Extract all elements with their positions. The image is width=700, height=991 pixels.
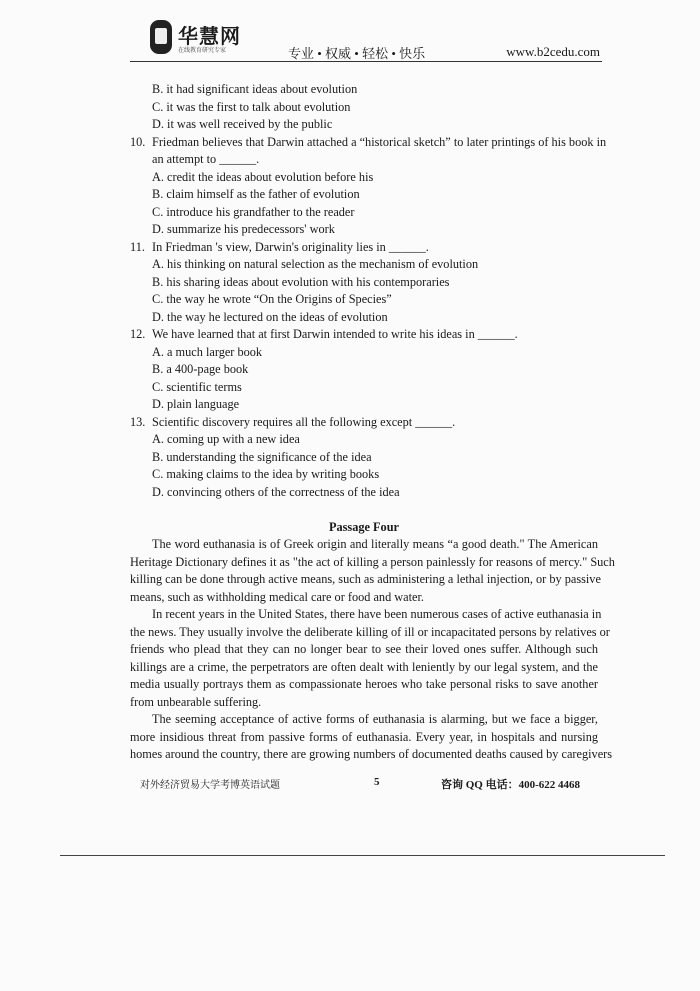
footer-contact: 咨询 QQ 电话：400-622 4468 (440, 779, 580, 791)
page-header (140, 18, 600, 60)
logo-text: 华慧网 (178, 24, 241, 48)
passage-title: Passage Four (328, 519, 400, 534)
answer-option: A. coming up with a new idea (152, 432, 300, 446)
paragraph-line: Heritage Dictionary defines it as "the act of killing a person painlessly for reasons of mercy." Such (130, 554, 615, 569)
question-stem (130, 239, 598, 257)
question-text-continued: an attempt to ______. (152, 152, 260, 166)
answer-option: B. it had significant ideas about evolution (152, 82, 358, 96)
paragraph-line: friends who plead that they can no longer bear to see their loved ones suffer. Although such (130, 642, 598, 656)
passage-text (130, 536, 615, 764)
question-text: Scientific discovery requires all the following except ______. (152, 414, 456, 429)
paragraph-line: In recent years in the United States, there have been numerous cases of active euthanasia in (152, 607, 602, 621)
header-divider (130, 61, 602, 62)
question-number: 11. (130, 239, 145, 254)
question-text: Friedman believes that Darwin attached a “historical sketch” to later printings of his book in (152, 134, 607, 149)
paragraph-line: killings are a crime, the perpetrators are often dealt with leniently by our legal system, and the (130, 659, 598, 674)
paragraph (130, 711, 613, 764)
paragraph-line: media usually portrays them as compassionate heroes who take personal risks to save another (130, 677, 598, 691)
paragraph-line: the news. They usually involve the deliberate killing of ill or incapacitated persons by relatives or (130, 624, 610, 639)
header-slogan: 专业 • 权威 • 轻松 • 快乐 (288, 46, 426, 61)
answer-option: C. making claims to the idea by writing books (152, 467, 380, 481)
logo-icon (150, 20, 172, 54)
question-stem (130, 134, 607, 152)
answer-option: D. summarize his predecessors' work (152, 222, 335, 236)
answer-option: C. the way he wrote “On the Origins of Species” (152, 292, 392, 306)
header-url: www.b2cedu.com (506, 44, 600, 59)
bottom-divider (60, 855, 665, 856)
paragraph-line: killing can be done through active means, such as administering a lethal injection, or by passive (130, 572, 601, 586)
answer-option: B. understanding the significance of the idea (152, 449, 372, 464)
logo-subtitle: 在线教育研究专家 (178, 47, 227, 54)
question-text: In Friedman 's view, Darwin's originality lies in ______. (152, 239, 429, 254)
question-number: 13. (130, 414, 146, 429)
paragraph (130, 606, 610, 711)
answer-option: D. plain language (152, 397, 240, 411)
paragraph-line: The word euthanasia is of Greek origin and literally means “a good death." The American (152, 537, 598, 551)
answer-option: B. claim himself as the father of evolution (152, 187, 360, 201)
answer-option: B. a 400-page book (152, 362, 249, 376)
question-text: We have learned that at first Darwin intended to write his ideas in ______. (152, 327, 518, 341)
question-number: 10. (130, 134, 146, 149)
answer-option: A. credit the ideas about evolution before his (152, 169, 374, 184)
paragraph-line: more insidious threat from passive forms of euthanasia. Every year, in hospitals and nursing (130, 729, 598, 744)
answer-option: B. his sharing ideas about evolution with his contemporaries (152, 274, 450, 289)
answer-option: C. introduce his grandfather to the reader (152, 204, 355, 219)
document-body (130, 81, 615, 764)
paragraph-line: The seeming acceptance of active forms of euthanasia is alarming, but we face a bigger, (152, 712, 598, 726)
paragraph-line: from unbearable suffering. (130, 694, 262, 709)
answer-option: A. his thinking on natural selection as the mechanism of evolution (152, 257, 479, 271)
question-stem (130, 414, 598, 432)
question-stem (130, 326, 598, 344)
answer-option: D. it was well received by the public (152, 117, 333, 131)
footer-exam-title: 对外经济贸易大学考博英语试题 (140, 780, 280, 791)
paragraph (130, 536, 615, 606)
answer-option: A. a much larger book (152, 344, 263, 359)
paragraph-line: means, such as withholding medical care or food and water. (130, 589, 425, 604)
paragraph-line: homes around the country, there are growing numbers of documented deaths caused by caregivers (130, 747, 613, 761)
question-list (130, 81, 607, 501)
answer-option: D. convincing others of the correctness of the idea (152, 484, 400, 499)
question-number: 12. (130, 327, 146, 341)
page-number: 5 (374, 776, 380, 788)
answer-option: D. the way he lectured on the ideas of evolution (152, 309, 388, 324)
answer-option: C. scientific terms (152, 379, 242, 394)
answer-option: C. it was the first to talk about evolution (152, 99, 351, 114)
